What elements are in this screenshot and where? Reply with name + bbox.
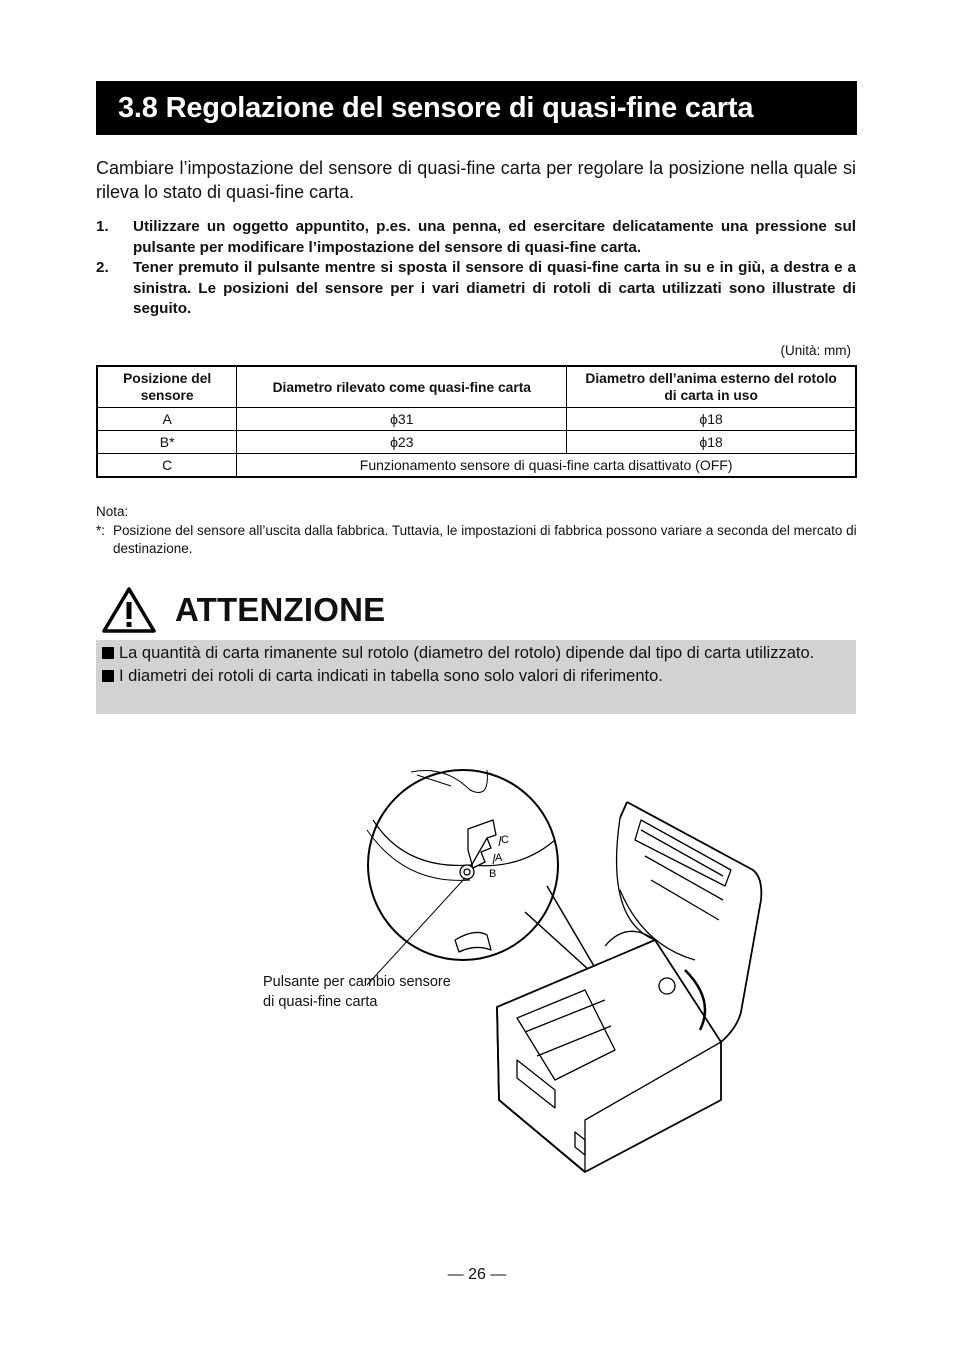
- caution-item: [102, 642, 852, 665]
- sensor-label: A: [495, 852, 503, 864]
- bullet-square-icon: [102, 670, 114, 682]
- page-number: — 26 —: [447, 1266, 507, 1283]
- table-cell: B*: [97, 431, 237, 454]
- button-callout: [263, 972, 451, 1012]
- steps-list: [96, 217, 856, 320]
- caution-text: La quantità di carta rimanente sul rotolo (diametro del rotolo) dipende dal tipo di carta utilizzato.: [119, 644, 815, 662]
- column-header: Posizione del sensore: [97, 366, 237, 408]
- step-text: Tener premuto il pulsante mentre si sposta il sensore di quasi-fine carta in su e in giù, a destra e a sinistra. Le posizioni del sensore per i vari diametri di rotoli di carta utilizzati sono illustrate di seguito.: [133, 259, 856, 317]
- section-title: 3.8 Regolazione del sensore di quasi-fine carta: [118, 91, 754, 124]
- step-item: [96, 217, 856, 258]
- table-row: [97, 408, 856, 431]
- intro-paragraph: Cambiare l’impostazione del sensore di quasi-fine carta per regolare la posizione nella quale si rileva lo stato di quasi-fine carta.: [96, 158, 856, 202]
- step-text: Utilizzare un oggetto appuntito, p.es. una penna, ed esercitare delicatamente una pressione sul pulsante per modificare l’impostazione del sensore di quasi-fine carta.: [133, 218, 856, 256]
- bullet-square-icon: [102, 647, 114, 659]
- table-cell: Funzionamento sensore di quasi-fine carta disattivato (OFF): [237, 454, 856, 478]
- warning-triangle-icon: [101, 586, 157, 634]
- sensor-label: B: [489, 868, 497, 880]
- caution-item: [102, 665, 852, 688]
- column-header: Diametro rilevato come quasi-fine carta: [237, 366, 567, 408]
- sensor-position-table: [96, 365, 857, 478]
- caution-text: I diametri dei rotoli di carta indicati in tabella sono solo valori di riferimento.: [119, 666, 663, 685]
- note-text: [96, 522, 857, 558]
- step-item: [96, 258, 856, 320]
- table-row: [97, 454, 856, 478]
- note-body: Posizione del sensore all’uscita dalla fabbrica. Tuttavia, le impostazioni di fabbrica possono variare a seconda del mercato di destinazione.: [113, 523, 857, 556]
- column-header: Diametro dell’anima esterno del rotolo di carta in uso: [567, 366, 856, 408]
- table-cell: ϕ18: [567, 431, 856, 454]
- note-label: Nota:: [96, 504, 129, 519]
- step-number: 1.: [96, 218, 109, 235]
- table-cell: C: [97, 454, 237, 478]
- sensor-label: C: [501, 834, 509, 846]
- table-cell: ϕ31: [237, 408, 567, 431]
- table-row: [97, 431, 856, 454]
- table-cell: ϕ23: [237, 431, 567, 454]
- caution-heading: [101, 586, 385, 634]
- printer-illustration: [255, 760, 795, 1180]
- step-number: 2.: [96, 259, 109, 276]
- section-title-bar: [96, 81, 857, 135]
- callout-line: Pulsante per cambio sensore: [263, 974, 451, 990]
- table-cell: ϕ18: [567, 408, 856, 431]
- callout-line: di quasi-fine carta: [263, 994, 378, 1010]
- note-asterisk: *:: [96, 523, 106, 538]
- table-header-row: [97, 366, 856, 408]
- unit-label: (Unità: mm): [780, 343, 851, 358]
- caution-box: [96, 640, 856, 714]
- table-cell: A: [97, 408, 237, 431]
- caution-title: ATTENZIONE: [175, 591, 386, 628]
